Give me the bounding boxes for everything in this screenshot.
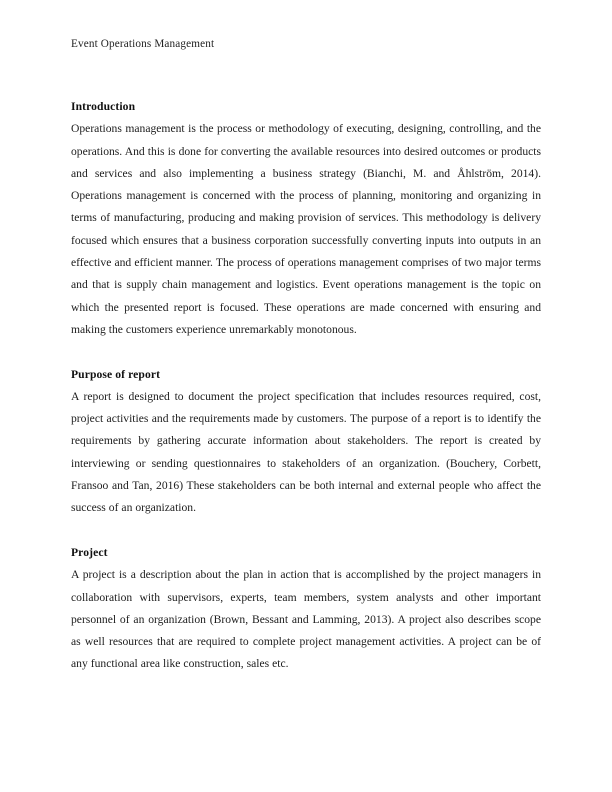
section-project xyxy=(71,542,541,676)
section-introduction xyxy=(71,96,541,341)
page-content xyxy=(71,36,541,676)
section-heading: Project xyxy=(71,545,108,559)
section-heading: Introduction xyxy=(71,100,136,113)
document-body xyxy=(71,96,541,676)
section-paragraph: A project is a description about the plan in action that is accomplished by the project managers in collaboration with supervisors, experts, team members, system analysts and other important personnel of an organization (Brown, Bessant and Lamming, 2013). A project also describes scope as well resources that are required to complete project management activities. A project can be of any functional area like construction, sales etc. xyxy=(71,568,541,671)
section-paragraph: A report is designed to document the project specification that includes resources required, cost, project activities and the requirements made by customers. The purpose of a report is to identify the requirements by gathering accurate information about stakeholders. The report is created by interviewing or sending questionnaires to stakeholders of an organization. (Bouchery, Corbett, Fransoo and Tan, 2016) These stakeholders can be both internal and external people who affect the success of an organization. xyxy=(71,389,541,515)
section-heading: Purpose of report xyxy=(71,367,161,381)
section-paragraph: Operations management is the process or methodology of executing, designing, controlling, and the operations. And this is done for converting the available resources into desired outcomes or products and services and also implementing a business strategy (Bianchi, M. and Åhlström, 2014). Operations management is concerned with the process of planning, monitoring and organizing in terms of manufacturing, producing and making provision of services. This methodology is delivery focused which ensures that a business corporation successfully converting inputs into outputs in an effective and efficient manner. The process of operations management comprises of two major terms and that is supply chain management and logistics. Event operations management is the topic on which the presented report is focused. These operations are made concerned with ensuring and making the customers experience unremarkably monotonous. xyxy=(71,122,541,336)
section-purpose-of-report xyxy=(71,364,541,520)
running-head: Event Operations Management xyxy=(71,38,215,50)
